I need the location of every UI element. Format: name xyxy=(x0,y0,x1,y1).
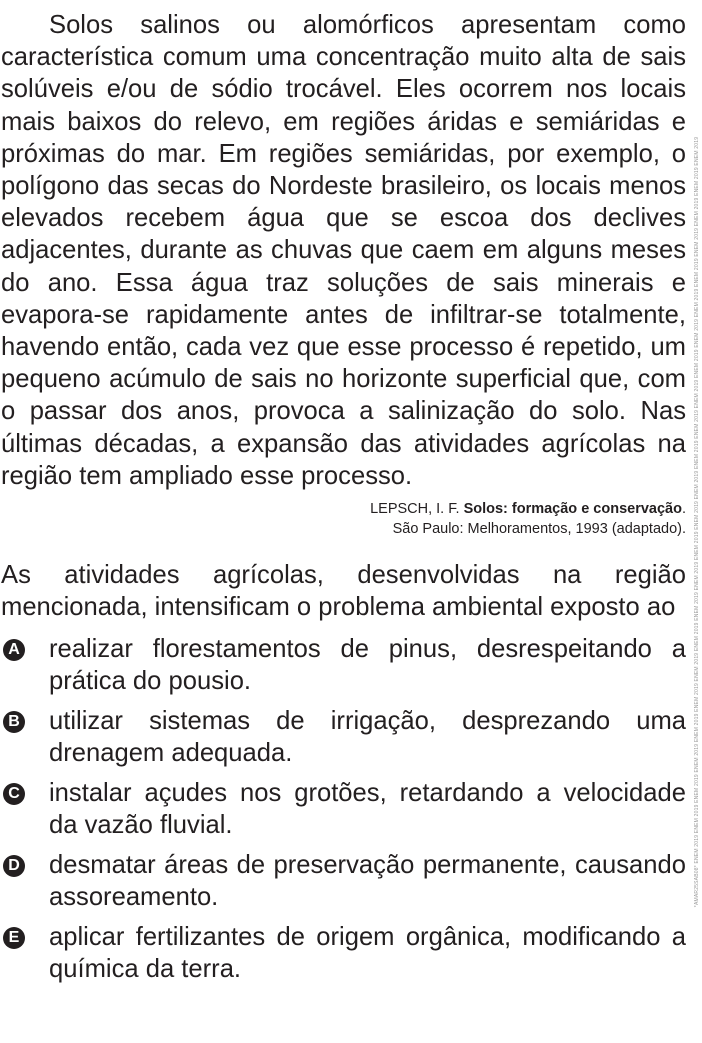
side-watermark-text: *AMAR25SAB08* ENEM 2019 ENEM 2019 ENEM 2019 ENEM 2019 ENEM 2019 ENEM 2019 ENEM 2019 ENEM 2019 ENEM 2019 ENEM 2019 ENEM 2019 ENEM 2019 ENEM 2019 ENEM 2019 ENEM 2019 ENEM 2019 ENEM 2019 ENEM 2019 ENEM 2019 ENEM 2019 ENEM 2019 ENEM 2019 ENEM 2019 ENEM 2019 xyxy=(694,136,700,907)
option-d-letter-icon: D xyxy=(3,855,25,877)
option-e-text: aplicar fertilizantes de origem orgânica, modificando a química da terra. xyxy=(49,923,686,983)
citation xyxy=(1,499,686,539)
option-a[interactable] xyxy=(1,634,686,697)
citation-line-1 xyxy=(1,499,686,519)
option-e-letter-icon: E xyxy=(3,927,25,949)
option-e[interactable] xyxy=(1,922,686,985)
citation-period: . xyxy=(681,501,686,518)
option-c[interactable] xyxy=(1,778,686,841)
option-b-letter-icon: B xyxy=(3,711,25,733)
option-b[interactable] xyxy=(1,706,686,769)
option-a-text: realizar florestamentos de pinus, desrespeitando a prática do pousio. xyxy=(49,635,686,695)
option-c-letter-icon: C xyxy=(3,783,25,805)
option-d[interactable] xyxy=(1,850,686,913)
passage-text: Solos salinos ou alomórficos apresentam como característica comum uma concentração muito alta de sais solúveis e/ou de sódio trocável. Eles ocorrem nos locais mais baixos do relevo, em regiões áridas e semiáridas e próximas do mar. Em regiões semiáridas, por exemplo, o polígono das secas do Nordeste brasileiro, os locais menos elevados recebem água que se escoa dos declives adjacentes, durante as chuvas que caem em alguns meses do ano. Essa água traz soluções de sais minerais e evapora-se rapidamente antes de infiltrar-se totalmente, havendo então, cada vez que esse processo é repetido, um pequeno acúmulo de sais no horizonte superficial que, com o passar dos anos, provoca a salinização do solo. Nas últimas décadas, a expansão das atividades agrícolas na região tem ampliado esse processo. xyxy=(1,11,686,490)
answer-options xyxy=(1,634,686,985)
side-watermark-strip xyxy=(692,0,702,1043)
option-b-text: utilizar sistemas de irrigação, desprezando uma drenagem adequada. xyxy=(49,707,686,767)
question-stem: As atividades agrícolas, desenvolvidas na região mencionada, intensificam o problema ambiental exposto ao xyxy=(1,561,686,622)
citation-publisher: São Paulo: Melhoramentos, 1993 (adaptado). xyxy=(392,521,686,538)
question-page xyxy=(1,9,686,994)
option-c-text: instalar açudes nos grotões, retardando a velocidade da vazão fluvial. xyxy=(49,779,686,839)
citation-author: LEPSCH, I. F. xyxy=(370,501,464,518)
option-d-text: desmatar áreas de preservação permanente, causando assoreamento. xyxy=(49,851,686,911)
citation-title: Solos: formação e conservação xyxy=(463,501,682,518)
option-a-letter-icon: A xyxy=(3,639,25,661)
